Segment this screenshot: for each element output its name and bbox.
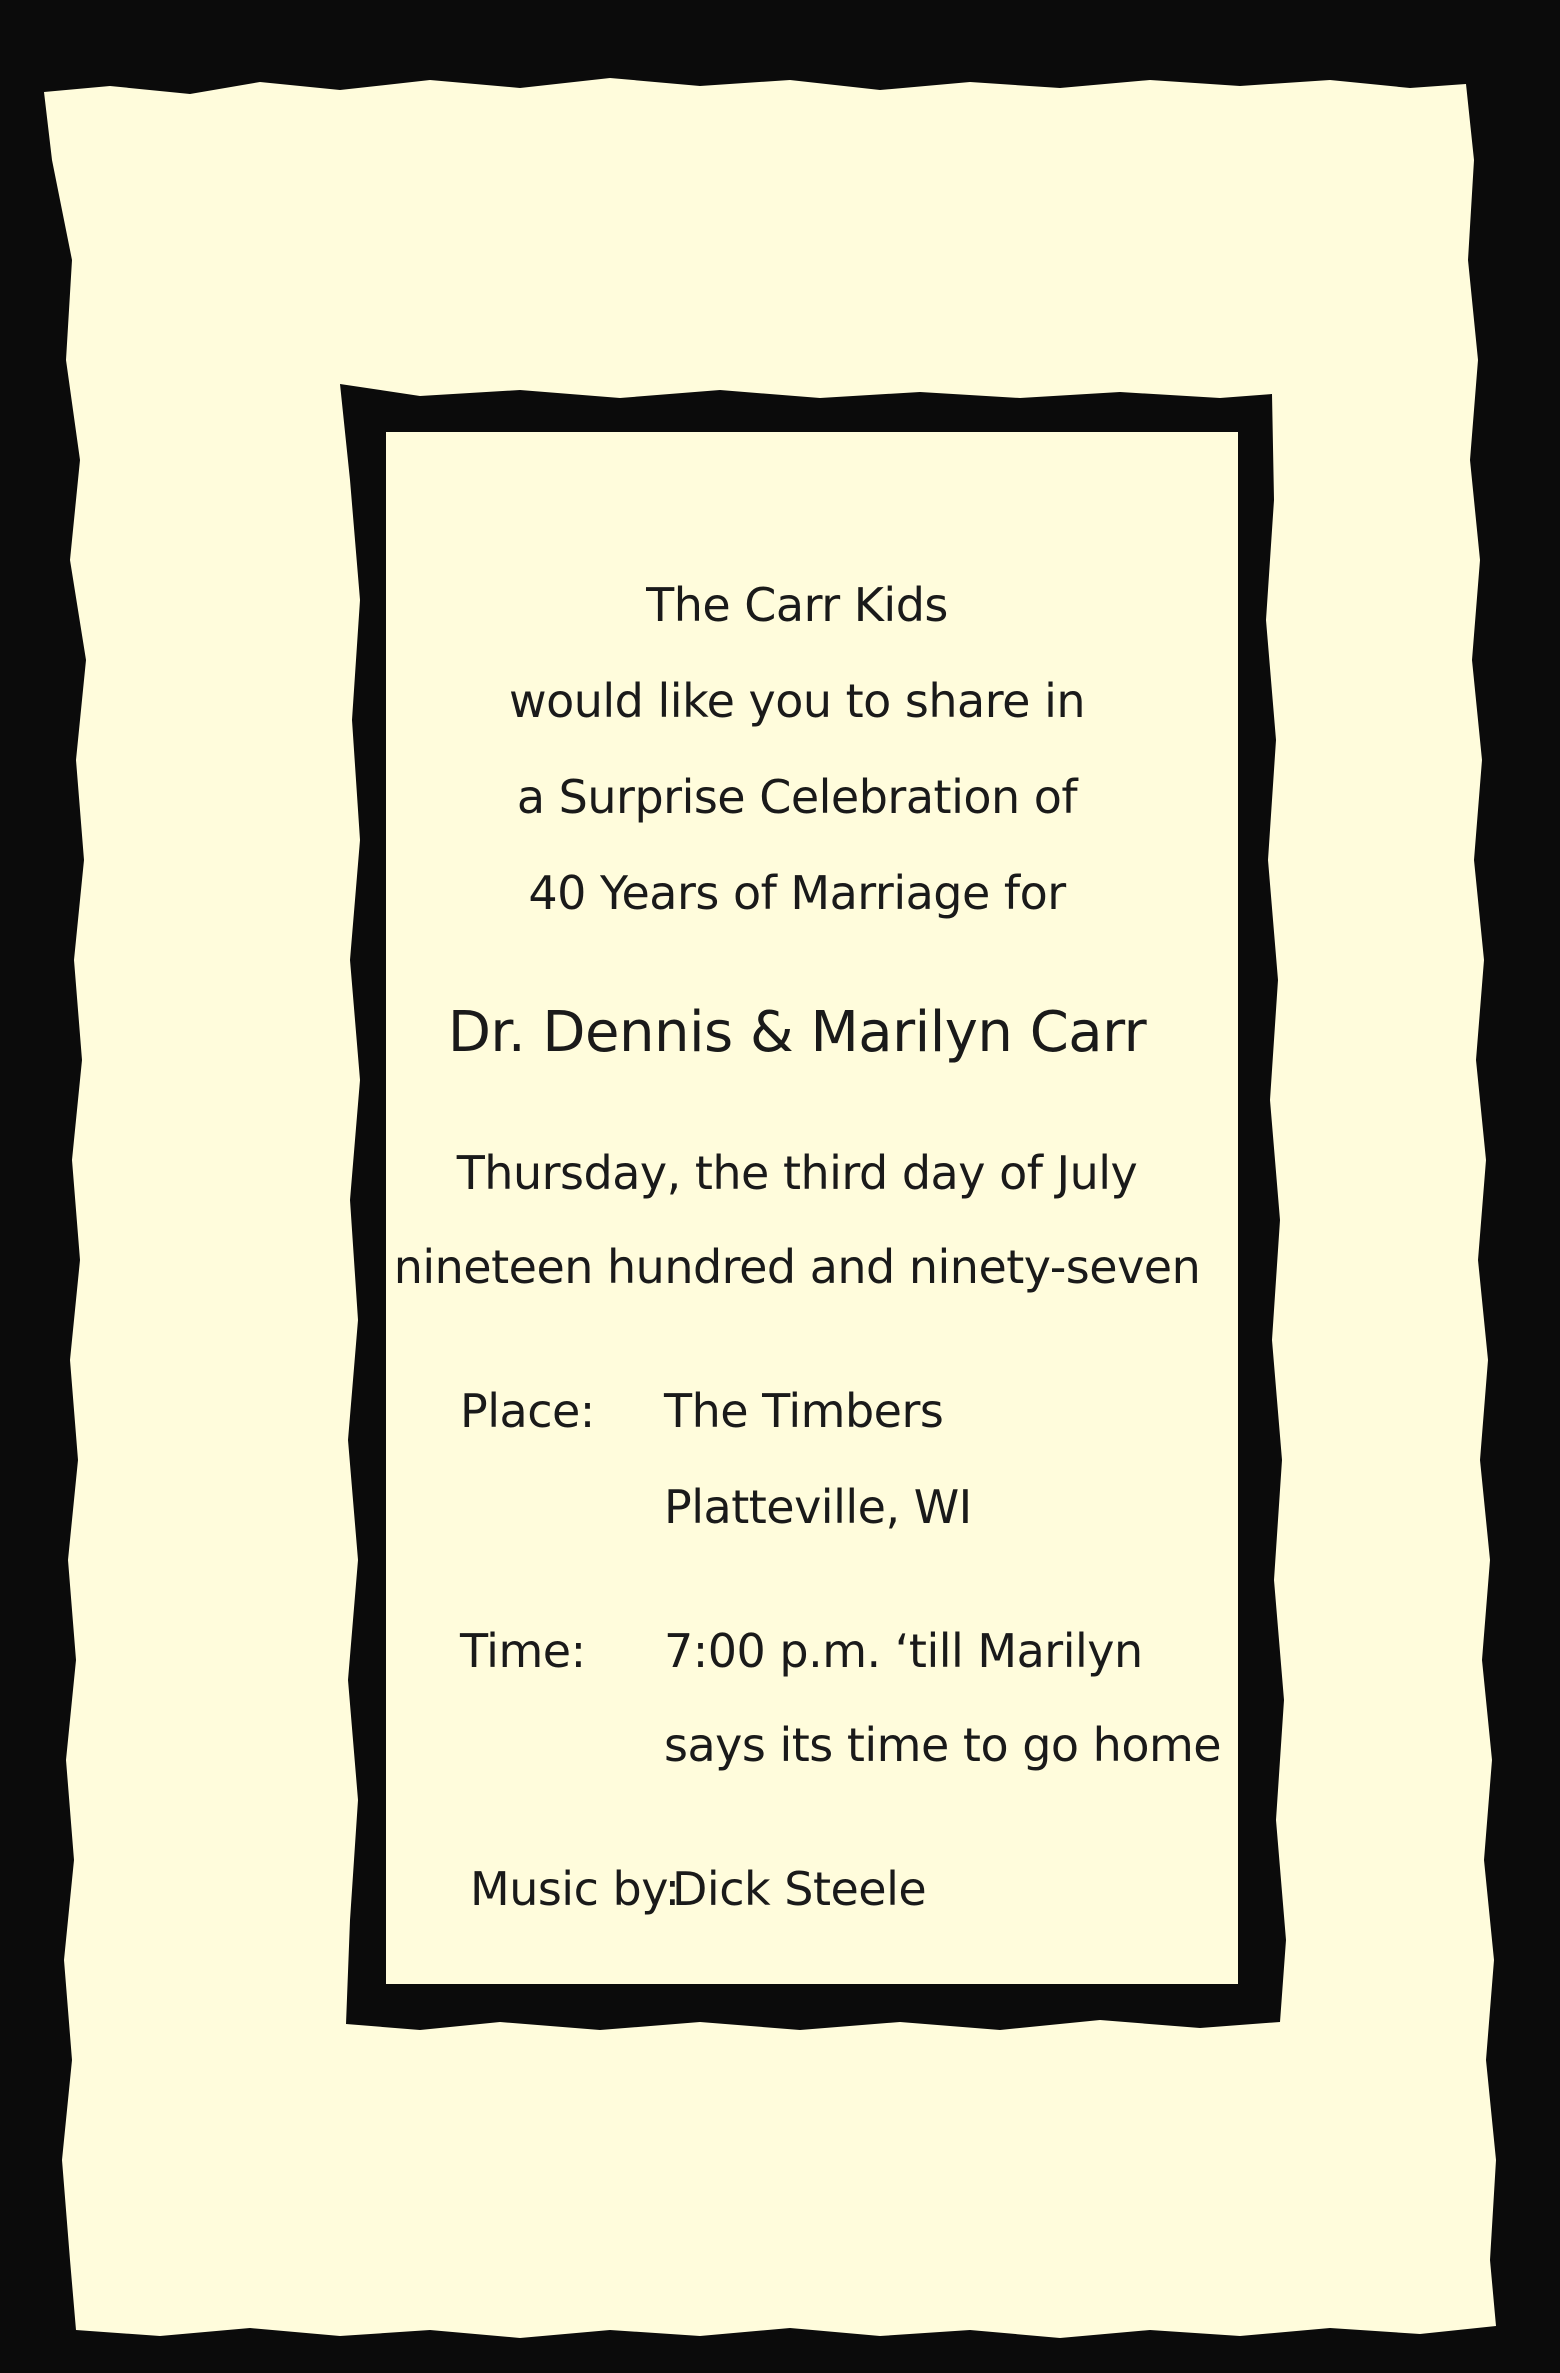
intro-line-3: a Surprise Celebration of	[516, 770, 1078, 824]
intro-line-1: The Carr Kids	[646, 578, 948, 632]
time-line-2: says its time to go home	[664, 1718, 1222, 1772]
place-line-1: The Timbers	[664, 1384, 944, 1438]
date-line-1: Thursday, the third day of July	[456, 1146, 1138, 1200]
honorees-names: Dr. Dennis & Marilyn Carr	[447, 1000, 1147, 1065]
place-line-2: Platteville, WI	[664, 1480, 972, 1534]
intro-line-2: would like you to share in	[508, 674, 1085, 728]
place-label: Place:	[460, 1384, 595, 1438]
music-value: Dick Steele	[672, 1862, 927, 1916]
time-label: Time:	[460, 1624, 586, 1678]
intro-line-4: 40 Years of Marriage for	[528, 866, 1066, 920]
time-line-1: 7:00 p.m. ‘till Marilyn	[664, 1624, 1143, 1678]
music-label: Music by:	[470, 1862, 680, 1916]
date-line-2: nineteen hundred and ninety-seven	[393, 1240, 1201, 1294]
